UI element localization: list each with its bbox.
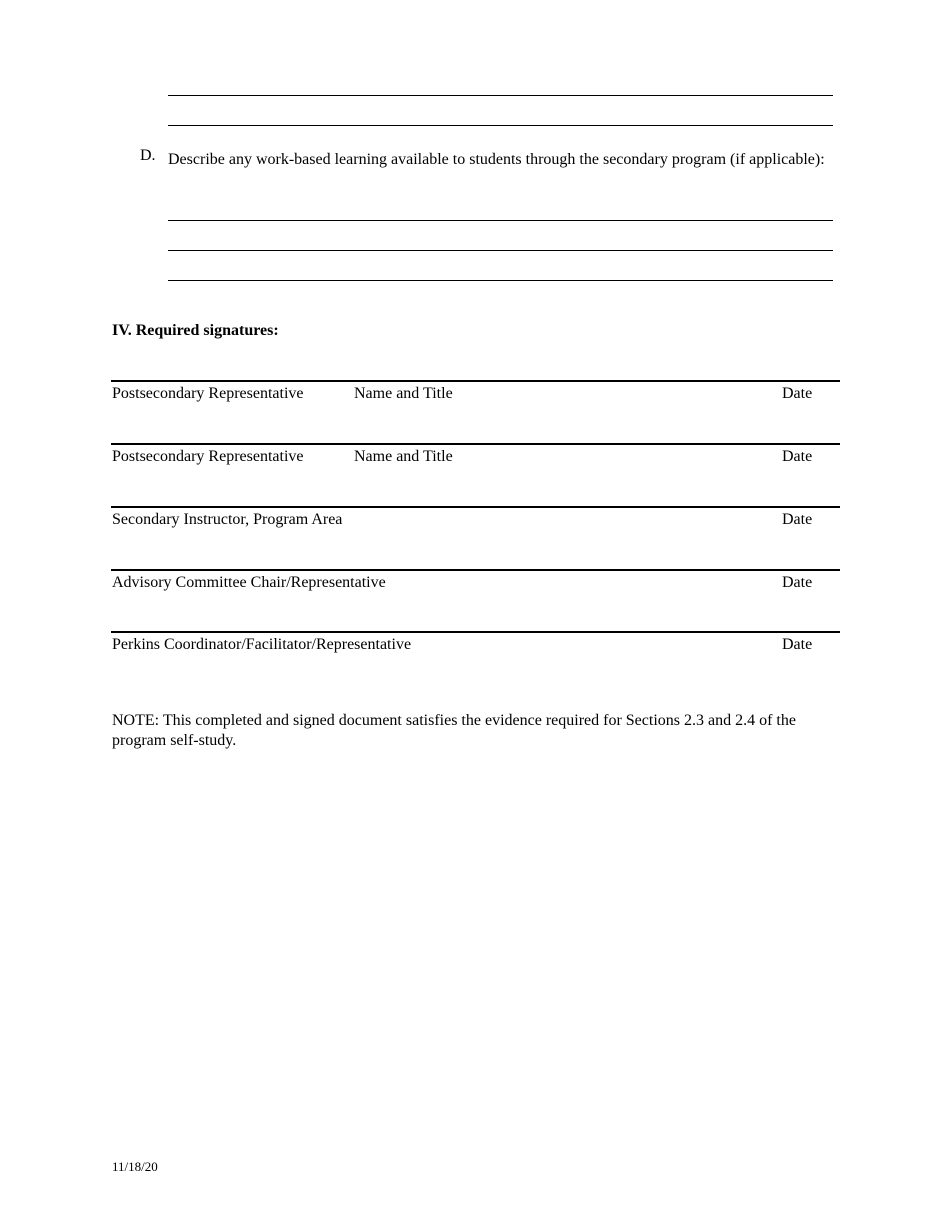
signature-name-label: Name and Title xyxy=(354,385,453,402)
signature-role-label: Postsecondary Representative xyxy=(112,385,304,402)
item-d-answer-line[interactable] xyxy=(168,280,833,281)
note-paragraph: NOTE: This completed and signed document satisfies the evidence required for Sections 2.3 and 2.4 of the program self-study. xyxy=(112,712,796,749)
footer-date: 11/18/20 xyxy=(112,1159,158,1174)
answer-line[interactable] xyxy=(168,95,833,96)
item-d-answer-line[interactable] xyxy=(168,220,833,221)
signature-row-advisory-committee[interactable] xyxy=(111,569,840,595)
signature-row-secondary-instructor[interactable] xyxy=(111,506,840,532)
signature-date-label: Date xyxy=(782,574,813,591)
signature-date-label: Date xyxy=(782,448,813,465)
item-d-prompt: Describe any work-based learning available to students through the secondary program (if applicable): xyxy=(168,151,825,168)
item-d-answer-line[interactable] xyxy=(168,250,833,251)
signature-role-label: Postsecondary Representative xyxy=(112,448,304,465)
signature-row-postsecondary-2[interactable] xyxy=(111,443,840,469)
signature-date-label: Date xyxy=(782,385,813,402)
answer-line[interactable] xyxy=(168,125,833,126)
section-heading-required-signatures: IV. Required signatures: xyxy=(112,322,279,339)
signature-role-label: Perkins Coordinator/Facilitator/Representative xyxy=(112,636,412,653)
signature-role-label: Advisory Committee Chair/Representative xyxy=(112,574,386,591)
signature-row-perkins-coordinator[interactable] xyxy=(111,631,840,657)
item-d-marker: D. xyxy=(140,147,156,164)
signature-date-label: Date xyxy=(782,511,813,528)
signature-role-label: Secondary Instructor, Program Area xyxy=(112,511,343,528)
signature-name-label: Name and Title xyxy=(354,448,453,465)
signature-row-postsecondary-1[interactable] xyxy=(111,380,840,406)
signature-date-label: Date xyxy=(782,636,813,653)
